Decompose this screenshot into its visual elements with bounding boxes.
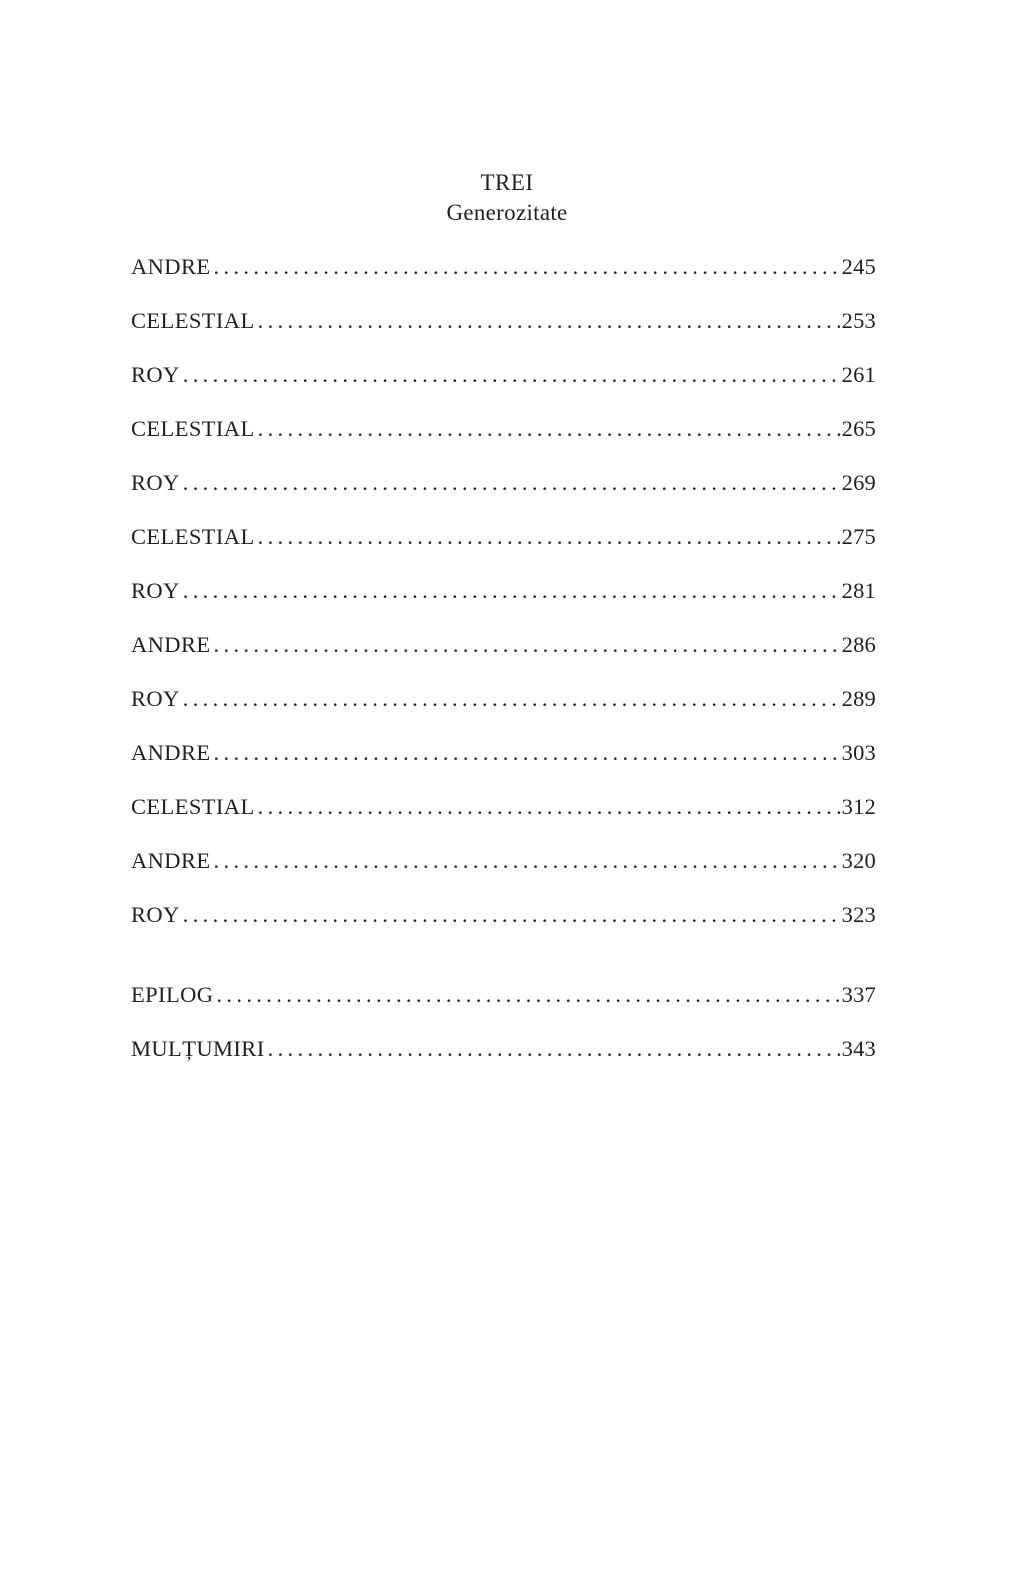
toc-entry-page: 261 [841,362,876,387]
dot-leader [258,414,841,444]
toc-entry [131,576,876,630]
table-of-contents [131,252,876,954]
dot-leader [258,522,841,552]
toc-entry-page: 303 [841,740,876,765]
toc-entry-label: ANDRE [131,632,211,657]
dot-leader [183,900,841,930]
dot-leader [214,252,841,282]
toc-entry-label: EPILOG [131,982,214,1007]
toc-entry-label: CELESTIAL [131,308,255,333]
toc-entry-page: 343 [841,1036,876,1061]
back-matter-list [131,980,876,1088]
toc-entry-page: 253 [841,308,876,333]
toc-entry-label: ROY [131,470,180,495]
dot-leader [214,846,841,876]
toc-entry-label: ROY [131,686,180,711]
toc-entry-label: MULȚUMIRI [131,1036,265,1061]
toc-entry-label: CELESTIAL [131,416,255,441]
toc-entry-page: 320 [841,848,876,873]
dot-leader [183,468,841,498]
toc-entry [131,846,876,900]
dot-leader [183,360,841,390]
toc-entry [131,684,876,738]
toc-entry-label: CELESTIAL [131,794,255,819]
toc-entry-label: ANDRE [131,740,211,765]
toc-entry-page: 265 [841,416,876,441]
part-number: TREI [480,170,534,195]
toc-entry [131,360,876,414]
dot-leader [214,630,841,660]
toc-entry [131,738,876,792]
toc-entry-page: 245 [841,254,876,279]
toc-entry [131,522,876,576]
toc-entry-label: CELESTIAL [131,524,255,549]
dot-leader [258,792,841,822]
part-title: Generozitate [446,200,568,225]
toc-entry-page: 323 [841,902,876,927]
toc-entry [131,306,876,360]
dot-leader [258,306,841,336]
toc-entry-label: ROY [131,578,180,603]
toc-entry-page: 337 [841,982,876,1007]
toc-entry-label: ROY [131,362,180,387]
toc-entry-page: 281 [841,578,876,603]
toc-entry [131,900,876,954]
toc-entry-page: 275 [841,524,876,549]
dot-leader [268,1034,841,1064]
toc-entry-epilog [131,980,876,1034]
toc-entry-page: 312 [841,794,876,819]
toc-entry [131,468,876,522]
toc-entry [131,792,876,846]
dot-leader [214,738,841,768]
toc-entry-page: 269 [841,470,876,495]
toc-entry-label: ANDRE [131,848,211,873]
toc-entry-label: ANDRE [131,254,211,279]
toc-entry [131,252,876,306]
toc-entry [131,630,876,684]
toc-entry-page: 286 [841,632,876,657]
toc-entry [131,414,876,468]
toc-entry-page: 289 [841,686,876,711]
toc-entry-label: ROY [131,902,180,927]
dot-leader [183,576,841,606]
toc-entry-acknowledgements [131,1034,876,1088]
dot-leader [183,684,841,714]
part-heading [0,168,1014,228]
dot-leader [216,980,840,1010]
